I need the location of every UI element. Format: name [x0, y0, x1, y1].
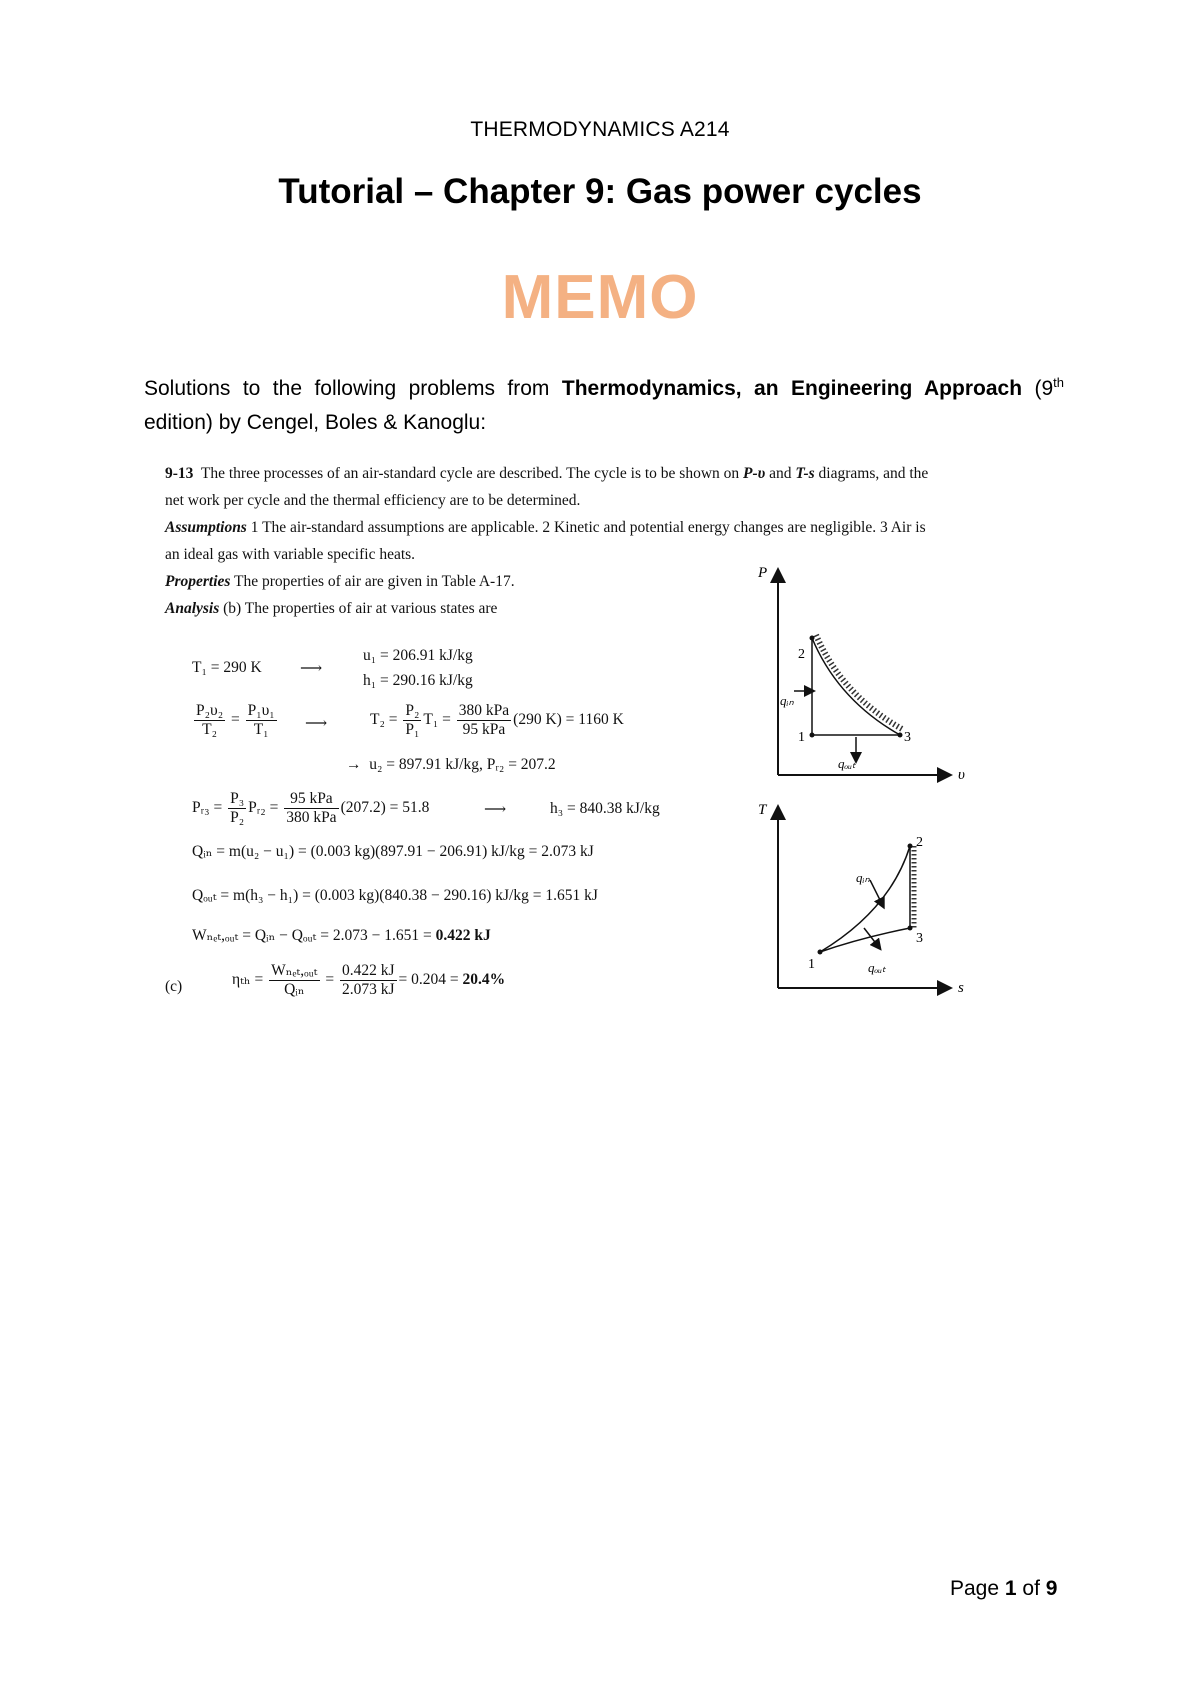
pv-qin-label: qᵢₙ [780, 693, 794, 708]
pr3-frac-num: 95 kPa [284, 790, 338, 809]
ideal-gas-den-2: T₁ [253, 721, 269, 738]
analysis-text: (b) The properties of air at various states are [219, 600, 498, 617]
t2-prefix: T₂ = [370, 711, 398, 729]
eta-frac2-num: 0.422 kJ [342, 962, 395, 979]
pv-qout-label: qₒᵤₜ [838, 756, 856, 771]
pr3-prefix: Pᵣ₃ = [192, 799, 223, 817]
problem-statement-line2: net work per cycle and the thermal efficiency are to be determined. [165, 492, 581, 509]
eta-result-bold: 20.4% [462, 971, 506, 989]
t2-ratio-num: P₂ [405, 702, 420, 719]
ts-qout-label: qₒᵤₜ [868, 960, 886, 975]
pr3-ratio-den: P₂ [230, 809, 245, 826]
pv-state-3-dot [898, 733, 903, 738]
intro-paragraph [144, 366, 1064, 440]
eq-arrow-3: ⟶ [484, 801, 507, 818]
t2-result: (290 K) = 1160 K [513, 711, 624, 729]
page-total: 9 [1045, 1577, 1058, 1600]
eq-t1: T₁ = 290 K [192, 659, 262, 676]
pv-diagram [760, 565, 980, 790]
eta-prefix: ηₜₕ = [232, 971, 264, 989]
t2-frac-num: 380 kPa [458, 702, 510, 719]
assumptions-line1 [165, 514, 1035, 541]
properties-text: The properties of air are given in Table A-17. [230, 573, 515, 590]
book-title: Thermodynamics, an Engineering Approach [561, 377, 1023, 400]
ideal-gas-num-1: P₂υ₂ [196, 702, 224, 719]
u2-line: u₂ = 897.91 kJ/kg, Pᵣ₂ = 207.2 [369, 756, 556, 773]
eta-frac1-num: Wₙₑₜ,ₒᵤₜ [271, 962, 318, 979]
ts-qin-label: qᵢₙ [856, 870, 870, 885]
eta-frac1-den: Qᵢₙ [284, 981, 305, 998]
part-c-label: (c) [165, 978, 183, 995]
analysis-label: Analysis [165, 600, 220, 617]
page-footer [950, 1577, 1057, 1601]
wnet-result: 0.422 kJ [435, 927, 491, 944]
pv-y-label: P [758, 565, 768, 581]
ts-qout-arrow [864, 928, 878, 946]
statement-text-a: The three processes of an air-standard cycle are described. The cycle is to be shown on [200, 465, 744, 482]
ts-qin-arrow [870, 880, 882, 904]
ts-process-1-2 [820, 846, 910, 952]
pv-x-label: υ [958, 767, 965, 783]
pr3-frac-den: 380 kPa [286, 809, 337, 826]
problem-number: 9-13 [165, 465, 194, 482]
eq-qout: Qₒᵤₜ = m(h₃ − h₁) = (0.003 kg)(840.38 − 290.16) kJ/kg = 1.651 kJ [192, 887, 598, 904]
pr3-mid: Pᵣ₂ = [248, 799, 279, 817]
pv-hatching [816, 635, 902, 729]
pv-label: P-υ [743, 465, 766, 482]
eta-frac2-den: 2.073 kJ [342, 981, 395, 998]
t2-frac-den: 95 kPa [462, 721, 506, 738]
eq-u2: → u₂ = 897.91 kJ/kg, Pᵣ₂ = 207.2 [346, 756, 556, 773]
wnet-prefix: Wₙₑₜ,ₒᵤₜ = Qᵢₙ − Qₒᵤₜ = 2.073 − 1.651 = [192, 927, 436, 944]
eq-u1: u₁ = 206.91 kJ/kg [363, 647, 473, 664]
problem-statement-line1 [165, 460, 1035, 487]
t2-mid: T₁ = [423, 711, 451, 729]
t2-ratio-den: P₁ [405, 721, 420, 738]
eq-t2 [370, 702, 624, 739]
ideal-gas-den-1: T₂ [202, 721, 217, 738]
assumptions-line2: an ideal gas with variable specific heats. [165, 546, 416, 563]
pv-state-2-dot [810, 636, 815, 641]
pv-state-2: 2 [798, 647, 805, 662]
pv-state-1: 1 [798, 730, 805, 745]
eq-wnet [192, 926, 491, 945]
edition-sup: th [1053, 375, 1064, 390]
eq-arrow-1: ⟶ [300, 660, 323, 677]
ts-state-1-dot [818, 950, 823, 955]
eq-pr3 [192, 790, 429, 827]
statement-text-b: diagrams, and the [814, 465, 929, 482]
eq-h1: h₁ = 290.16 kJ/kg [363, 672, 473, 689]
ideal-gas-num-2: P₁υ₁ [247, 702, 275, 719]
page-prefix: Page [950, 1577, 1005, 1600]
statement-and: and [765, 465, 796, 482]
properties-label: Properties [165, 573, 231, 590]
assumptions-label: Assumptions [165, 519, 247, 536]
memo-watermark: MEMO [501, 263, 699, 332]
ts-state-2: 2 [916, 835, 923, 850]
page-of: of [1016, 1577, 1046, 1600]
page-number: 1 [1004, 1577, 1017, 1600]
eta-result-plain: = 0.204 = [398, 971, 463, 989]
edition-close: edition) by Cengel, Boles & Kanoglu: [144, 411, 487, 434]
ts-state-1: 1 [808, 957, 815, 972]
ts-process-3-1 [820, 928, 910, 952]
eq-ideal-gas: $\frac{\text{P₂υ₂}}{\text{T₂}}$ = $\frac{\text{P₁υ₁}}{\text{T₁}}$ [196, 702, 275, 738]
ts-y-label: T [758, 802, 767, 818]
pv-state-3: 3 [904, 730, 911, 745]
course-code: THERMODYNAMICS A214 [470, 118, 730, 141]
eq-h3: h₃ = 840.38 kJ/kg [550, 800, 660, 817]
page-title: Tutorial – Chapter 9: Gas power cycles [278, 172, 922, 211]
eq-efficiency: ηₜₕ = $\frac{\text{Wₙₑₜ,ₒᵤₜ}}{\text{Qᵢₙ}}$ = $\frac{0.422 kJ}{2.073 kJ}$ = 0.204 = 20.4% [232, 962, 506, 998]
eq-arrow-2: ⟶ [305, 715, 328, 732]
edition-open: (9 [1022, 377, 1054, 400]
intro-prefix: Solutions to the following problems from [144, 377, 562, 400]
ts-state-3: 3 [916, 931, 923, 946]
ts-diagram [760, 800, 980, 1000]
ts-state-3-dot [908, 926, 913, 931]
pr3-ratio-num: P₃ [230, 790, 245, 807]
pv-state-1-dot [810, 733, 815, 738]
eq-qin: Qᵢₙ = m(u₂ − u₁) = (0.003 kg)(897.91 − 206.91) kJ/kg = 2.073 kJ [192, 843, 594, 860]
pr3-result: (207.2) = 51.8 [340, 799, 430, 817]
ts-state-2-dot [908, 844, 913, 849]
ts-x-label: s [958, 980, 964, 996]
ts-label: T-s [795, 465, 815, 482]
assumptions-text: 1 The air-standard assumptions are applicable. 2 Kinetic and potential energy changes are negligible. 3 Air is [246, 519, 926, 536]
